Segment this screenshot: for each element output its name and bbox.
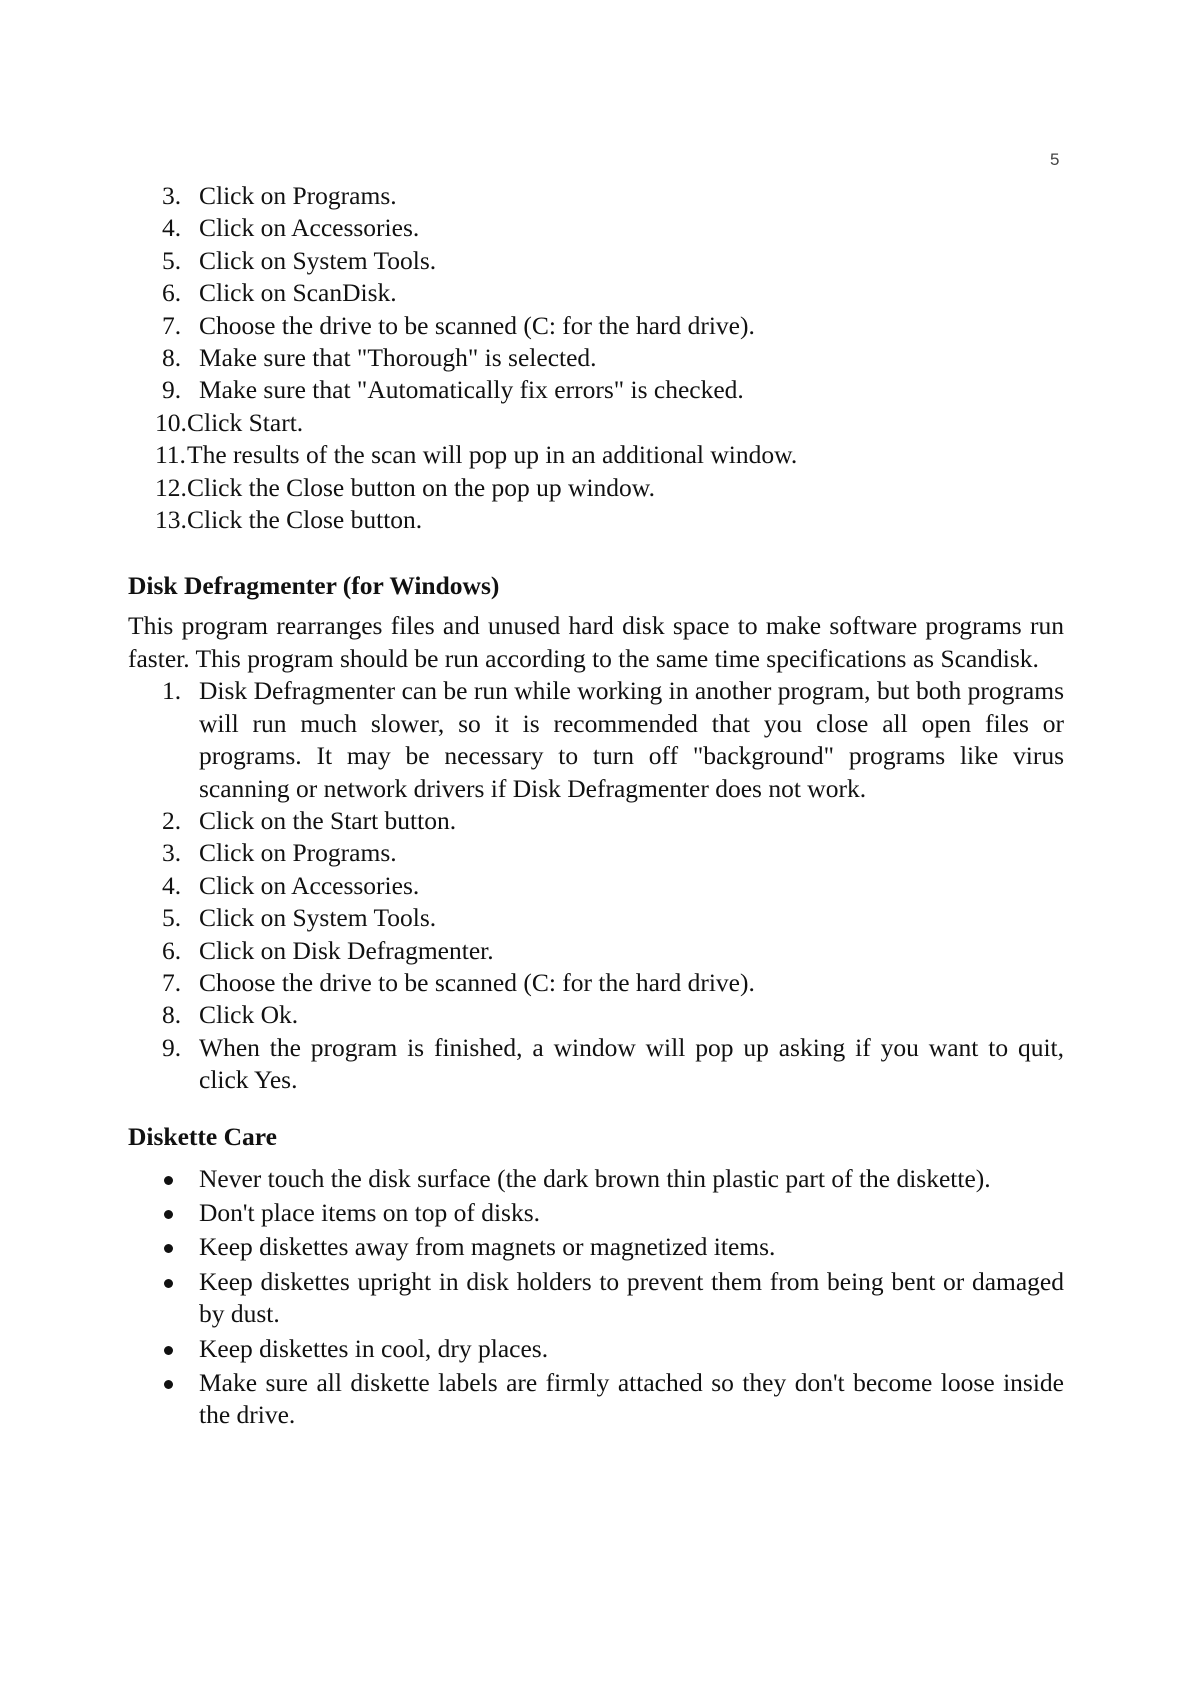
bullet-item: [128, 1231, 1064, 1263]
bullet-item: [128, 1333, 1064, 1365]
list-item-text: Click on Programs.: [199, 838, 397, 868]
list-marker: 3.: [162, 838, 182, 868]
list-marker: 6.: [162, 935, 182, 965]
list-item-text: The results of the scan will pop up in an additional window.: [187, 440, 798, 470]
bullet-icon: [164, 1244, 173, 1253]
section-intro: This program rearranges files and unused hard disk space to make software programs run faster. This program should be run according to the same time specifications as Scandisk.: [128, 611, 1064, 673]
list-item: [128, 1032, 1064, 1097]
bullet-item: [128, 1197, 1064, 1229]
list-marker: 9.: [162, 375, 182, 405]
bullet-item: [128, 1163, 1064, 1195]
list-item: [128, 342, 1064, 374]
diskette-care-section: [128, 1121, 1064, 1432]
bullet-item-text: Keep diskettes away from magnets or magnetized items.: [199, 1232, 776, 1262]
list-item: [128, 967, 1064, 999]
section-heading: Diskette Care: [128, 1121, 277, 1151]
list-item: [128, 310, 1064, 342]
list-marker: 6.: [162, 278, 182, 308]
list-marker: 7.: [162, 967, 182, 997]
bullet-icon: [164, 1279, 173, 1288]
list-item: [128, 837, 1064, 869]
list-marker: 12.: [155, 472, 187, 502]
bullet-item-text: Make sure all diskette labels are firmly attached so they don't become loose inside the drive.: [199, 1368, 1064, 1430]
list-item-text: Choose the drive to be scanned (C: for the hard drive).: [199, 967, 755, 997]
list-item-text: Click on Programs.: [199, 181, 397, 210]
list-item: [128, 374, 1064, 406]
bullet-icon: [164, 1346, 173, 1355]
list-item: [128, 805, 1064, 837]
list-item-text: Click on Disk Defragmenter.: [199, 935, 494, 965]
list-item-text: Make sure that "Automatically fix errors" is checked.: [199, 375, 744, 405]
list-marker: 4.: [162, 213, 182, 243]
list-item: [128, 935, 1064, 967]
bullet-icon: [164, 1176, 173, 1185]
list-item-text: Disk Defragmenter can be run while working in another program, but both programs will run much slower, so it is recommended that you close all open files or programs. It may be necessary to turn off "background" programs like virus scanning or network drivers if Disk Defragmenter does not work.: [199, 676, 1064, 803]
list-marker: 3.: [162, 181, 182, 210]
list-item-text: Click the Close button.: [187, 505, 423, 535]
list-item: [128, 277, 1064, 309]
defrag-steps-list: [128, 675, 1064, 1096]
list-marker: 2.: [162, 805, 182, 835]
list-marker: 1.: [162, 676, 182, 706]
bullet-item-text: Never touch the disk surface (the dark brown thin plastic part of the diskette).: [199, 1163, 991, 1193]
list-item: [128, 472, 1064, 504]
bullet-item: [128, 1266, 1064, 1331]
bullet-item: [128, 1367, 1064, 1432]
bullet-item-text: Keep diskettes in cool, dry places.: [199, 1333, 549, 1363]
list-item-text: Click on System Tools.: [199, 903, 437, 933]
list-item-text: Click the Close button on the pop up window.: [187, 472, 655, 502]
bullet-item-text: Keep diskettes upright in disk holders to prevent them from being bent or damaged by dust.: [199, 1266, 1064, 1329]
bullet-item-text: Don't place items on top of disks.: [199, 1197, 541, 1227]
diskette-care-list: [128, 1163, 1064, 1432]
list-item: [128, 870, 1064, 902]
list-marker: 8.: [162, 1000, 182, 1030]
list-item-text: Make sure that "Thorough" is selected.: [199, 343, 597, 373]
bullet-icon: [164, 1380, 173, 1389]
list-item: [128, 245, 1064, 277]
list-item: [128, 439, 1064, 471]
list-item-text: Choose the drive to be scanned (C: for the hard drive).: [199, 310, 755, 340]
list-marker: 5.: [162, 245, 182, 275]
section-heading: Disk Defragmenter (for Windows): [128, 571, 500, 601]
scandisk-steps-list: [128, 180, 1064, 536]
list-item: [128, 675, 1064, 805]
bullet-icon: [164, 1210, 173, 1219]
list-marker: 4.: [162, 870, 182, 900]
disk-defragmenter-section: [128, 570, 1064, 1096]
list-item-text: Click on the Start button.: [199, 805, 457, 835]
list-item-text: Click Ok.: [199, 1000, 299, 1030]
list-marker: 11.: [155, 440, 186, 470]
list-marker: 5.: [162, 903, 182, 933]
list-item: [128, 180, 1064, 212]
list-item-text: Click on System Tools.: [199, 245, 437, 275]
list-marker: 7.: [162, 310, 182, 340]
page-number: 5: [1050, 150, 1060, 169]
list-item-text: Click on ScanDisk.: [199, 278, 397, 308]
list-item-text: Click Start.: [187, 407, 304, 437]
list-item: [128, 999, 1064, 1031]
list-marker: 10.: [155, 407, 187, 437]
list-item: [128, 212, 1064, 244]
list-item: [128, 504, 1064, 536]
list-marker: 8.: [162, 343, 182, 373]
list-item-text: When the program is finished, a window will pop up asking if you want to quit, click Yes.: [199, 1032, 1064, 1095]
list-item-text: Click on Accessories.: [199, 213, 420, 243]
list-item: [128, 902, 1064, 934]
page-content: [128, 180, 1064, 1434]
list-marker: 9.: [162, 1032, 182, 1062]
list-item-text: Click on Accessories.: [199, 870, 420, 900]
list-item: [128, 407, 1064, 439]
list-marker: 13.: [155, 505, 187, 535]
